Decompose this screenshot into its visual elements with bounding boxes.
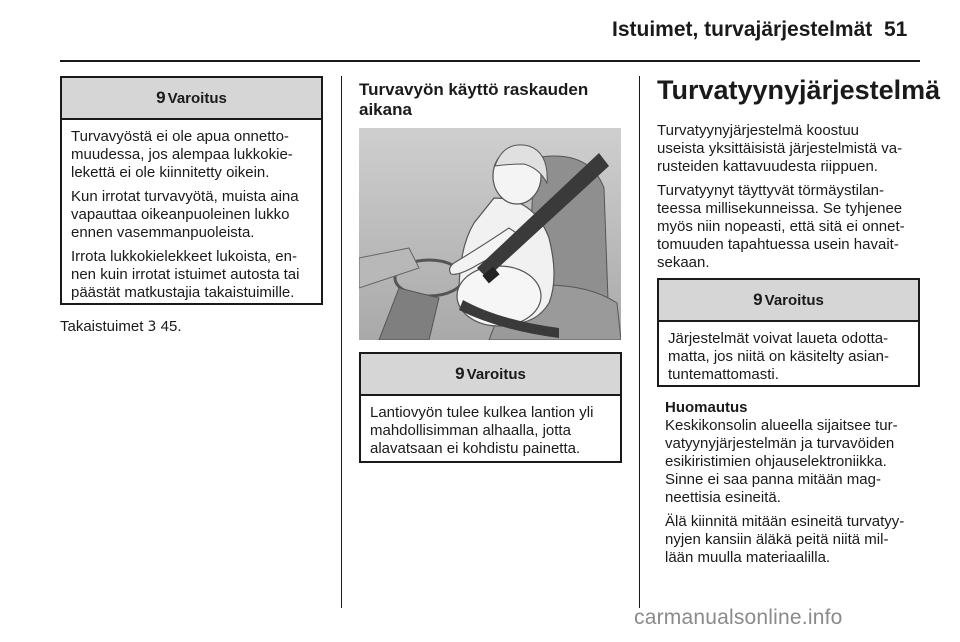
column-divider-right [639, 76, 640, 608]
warning-header [361, 354, 620, 396]
warning-label: Varoitus [764, 291, 824, 309]
crossref-rear-seats [60, 318, 182, 336]
warning-header [62, 78, 321, 120]
note-block [665, 399, 927, 573]
section-heading-pregnancy: Turvavyön käyttö raskauden aikana [359, 80, 589, 119]
warning-box-seatbelt-buckle [60, 76, 323, 305]
warning-paragraph: Järjestelmät voivat laueta odotta- matta, jos niitä on käsitelty asian- tuntemattomasti. [668, 330, 889, 383]
crossref-text: Takaistuimet [60, 318, 144, 335]
warning-header [659, 280, 918, 322]
warning-paragraph: Turvavyöstä ei ole apua onnetto- muudessa, jos alempaa lukkokie- lekettä ei ole kiinnitetty oikein. [71, 128, 293, 181]
watermark: carmanualsonline.info [634, 606, 843, 629]
warning-label: Varoitus [167, 89, 227, 107]
warning-paragraph: Lantiovyön tulee kulkea lantion yli mahdollisimman alhaalla, jotta alavatsaan ei kohdistu painetta. [370, 404, 594, 457]
warning-paragraph: Kun irrotat turvavyötä, muista aina vapauttaa oikeanpuoleinen lukko ennen vasemmanpuoleista. [71, 188, 299, 241]
note-paragraph: Älä kiinnitä mitään esineitä turvatyy- nyjen kansiin äläkä peitä niitä mil- lään muulla materiaalilla. [665, 513, 905, 566]
warning-label: Varoitus [466, 365, 526, 383]
warning-body [659, 322, 918, 396]
warning-body [62, 120, 321, 314]
warning-icon: 9 [455, 364, 465, 383]
body-paragraph: Turvatyynyjärjestelmä koostuu useista yksittäisistä järjestelmistä va- rusteiden kattavuudesta riippuen. [657, 122, 903, 175]
warning-box-lap-belt [359, 352, 622, 463]
page-number: 51 [884, 18, 908, 41]
pregnant-seatbelt-illustration-icon [359, 128, 621, 340]
warning-body [361, 396, 620, 470]
header-rule [60, 60, 920, 62]
warning-paragraph: Irrota lukkokielekkeet lukoista, en- nen kuin irrotat istuimet autosta tai päästät matkustajia takaistuimille. [71, 248, 300, 301]
airbag-intro-text [657, 122, 925, 278]
warning-icon: 9 [753, 290, 763, 309]
warning-box-airbag [657, 278, 920, 387]
note-heading: Huomautus [665, 399, 748, 416]
section-heading-airbag: Turvatyynyjärjestelmä [657, 75, 941, 105]
crossref-arrow-icon: 3 [147, 319, 157, 335]
warning-icon: 9 [156, 88, 166, 107]
crossref-page-link[interactable]: 45. [160, 318, 182, 335]
body-paragraph: Turvatyynyt täyttyvät törmäystilan- teessa millisekunneissa. Se tyhjenee myös niin nopeasti, että sitä ei onnet- tomuuden tapahtuessa usein havait- sekaan. [657, 182, 905, 271]
column-divider-left [341, 76, 342, 608]
note-paragraph: Keskikonsolin alueella sijaitsee tur- vatyynyjärjestelmän ja turvavöiden esikiristimien ohjauselektroniikka. Sinne ei saa panna mitään mag- neettisia esineitä. [665, 417, 898, 506]
page-header-title: Istuimet, turvajärjestelmät [612, 18, 873, 41]
